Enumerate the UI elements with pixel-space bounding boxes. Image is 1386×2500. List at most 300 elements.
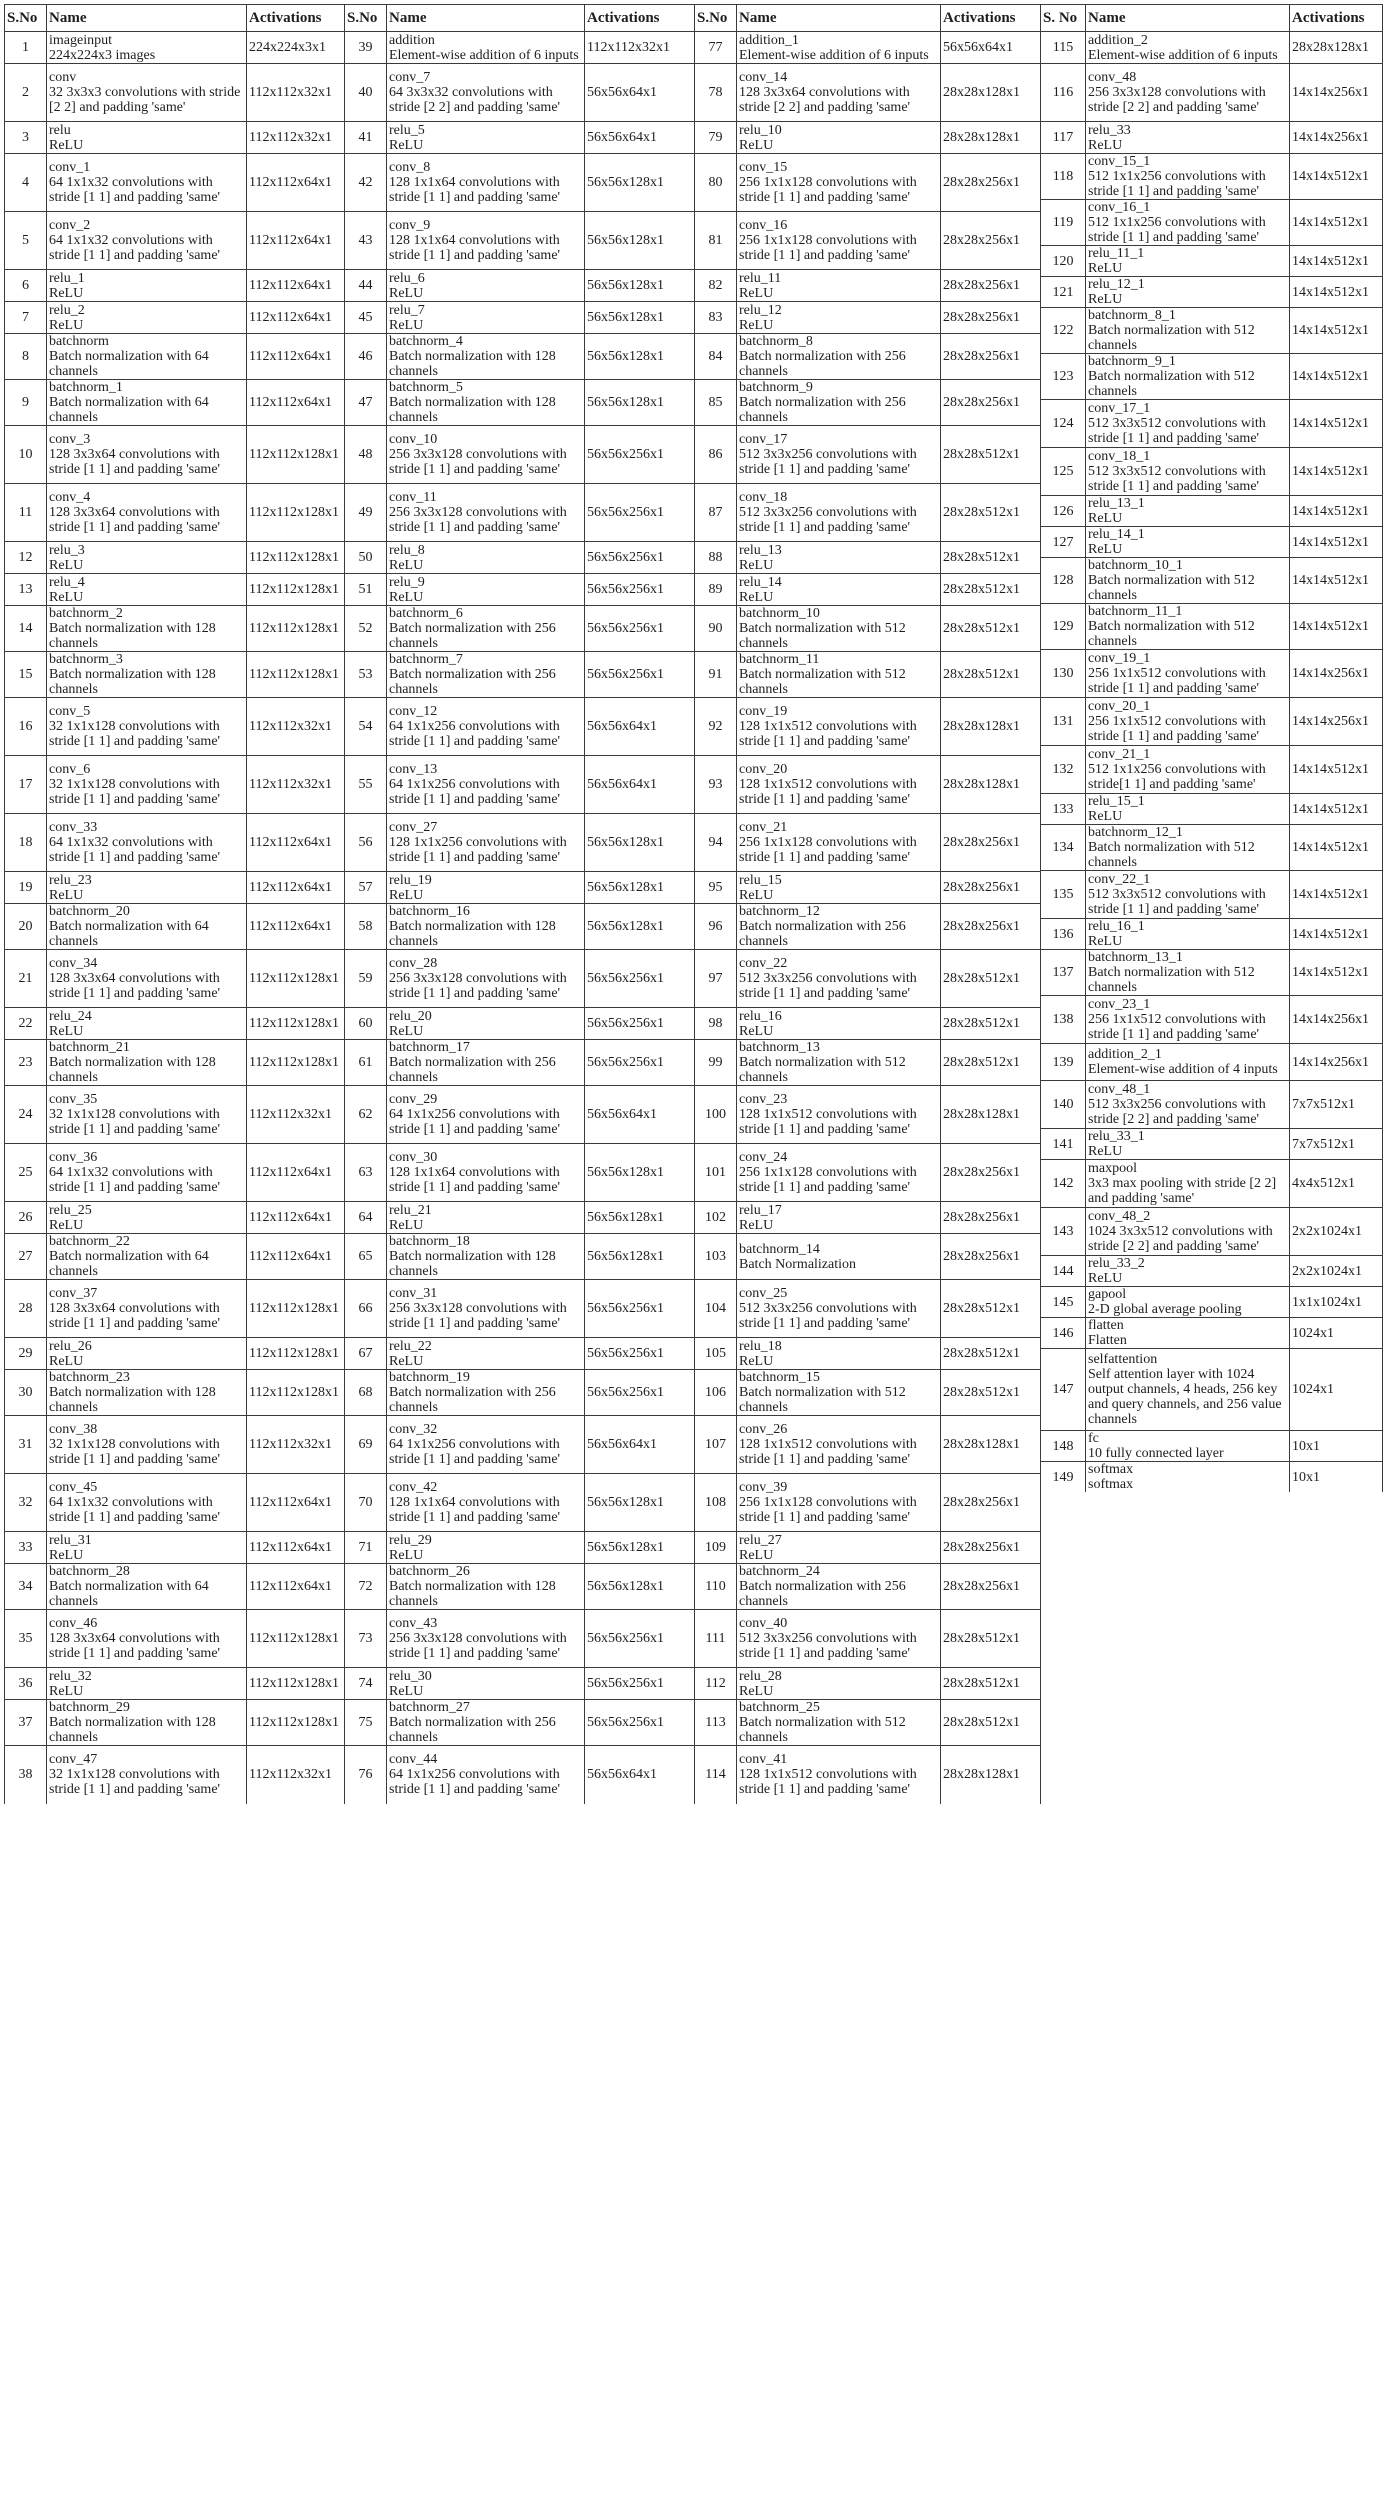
table-row: [695, 1532, 1041, 1564]
layer-name: softmax softmax: [1086, 1462, 1290, 1493]
layer-sno: 39: [345, 32, 387, 64]
layer-activations: 14x14x512x1: [1290, 400, 1383, 448]
layer-name: conv_35 32 1x1x128 convolutions with stride [1 1] and padding 'same': [47, 1086, 247, 1144]
table-row: [1041, 246, 1383, 277]
layer-activations: 28x28x128x1: [1290, 32, 1383, 64]
table-row: [345, 1532, 695, 1564]
layer-activations: 14x14x512x1: [1290, 200, 1383, 246]
layer-name: conv_18_1 512 3x3x512 convolutions with stride [1 1] and padding 'same': [1086, 448, 1290, 496]
table-row: [345, 950, 695, 1008]
layer-name: conv_14 128 3x3x64 convolutions with stride [2 2] and padding 'same': [737, 64, 941, 122]
layer-name: conv_21 256 1x1x128 convolutions with stride [1 1] and padding 'same': [737, 814, 941, 872]
layer-name: conv_16_1 512 1x1x256 convolutions with stride [1 1] and padding 'same': [1086, 200, 1290, 246]
layer-sno: 53: [345, 652, 387, 698]
table-row: [695, 32, 1041, 64]
table-row: [1041, 527, 1383, 558]
table-row: [695, 484, 1041, 542]
layer-activations: 28x28x256x1: [941, 334, 1041, 380]
layer-name: conv_20_1 256 1x1x512 convolutions with stride [1 1] and padding 'same': [1086, 698, 1290, 746]
table-row: [5, 484, 345, 542]
layer-name: batchnorm_10 Batch normalization with 512 channels: [737, 606, 941, 652]
layer-sno: 91: [695, 652, 737, 698]
layer-activations: 28x28x256x1: [941, 270, 1041, 302]
layer-activations: 112x112x64x1: [247, 872, 345, 904]
layer-activations: 28x28x512x1: [941, 1280, 1041, 1338]
header-activations: Activations: [585, 5, 695, 32]
layer-sno: 27: [5, 1234, 47, 1280]
layer-name: conv_23_1 256 1x1x512 convolutions with stride [1 1] and padding 'same': [1086, 996, 1290, 1044]
table-row: [1041, 354, 1383, 400]
layer-name: relu_33 ReLU: [1086, 122, 1290, 154]
layer-activations: 14x14x256x1: [1290, 122, 1383, 154]
layer-name: conv_11 256 3x3x128 convolutions with stride [1 1] and padding 'same': [387, 484, 585, 542]
layer-activations: 56x56x64x1: [585, 698, 695, 756]
layer-sno: 21: [5, 950, 47, 1008]
table-row: [5, 814, 345, 872]
table-row: [5, 1370, 345, 1416]
table-row: [1041, 154, 1383, 200]
layer-activations: 56x56x256x1: [585, 574, 695, 606]
table-row: [695, 1040, 1041, 1086]
header-activations: Activations: [941, 5, 1041, 32]
layer-activations: 112x112x64x1: [247, 1202, 345, 1234]
layer-name: conv_33 64 1x1x32 convolutions with stride [1 1] and padding 'same': [47, 814, 247, 872]
layer-name: conv_32 64 1x1x256 convolutions with stride [1 1] and padding 'same': [387, 1416, 585, 1474]
table-row: [5, 950, 345, 1008]
table-row: [345, 122, 695, 154]
table-row: [5, 1474, 345, 1532]
layer-name: relu_8 ReLU: [387, 542, 585, 574]
layer-activations: 14x14x256x1: [1290, 64, 1383, 122]
layer-activations: 28x28x256x1: [941, 1202, 1041, 1234]
layer-name: relu_15 ReLU: [737, 872, 941, 904]
layer-sno: 129: [1041, 604, 1086, 650]
table-row: [695, 814, 1041, 872]
table-row: [695, 606, 1041, 652]
table-row: [695, 1370, 1041, 1416]
layer-sno: 58: [345, 904, 387, 950]
layer-activations: 28x28x256x1: [941, 380, 1041, 426]
layer-activations: 14x14x512x1: [1290, 604, 1383, 650]
layer-sno: 31: [5, 1416, 47, 1474]
layer-sno: 123: [1041, 354, 1086, 400]
table-row: [5, 542, 345, 574]
layer-name: conv_31 256 3x3x128 convolutions with stride [1 1] and padding 'same': [387, 1280, 585, 1338]
layer-sno: 87: [695, 484, 737, 542]
table-row: [345, 872, 695, 904]
layer-sno: 37: [5, 1700, 47, 1746]
table-row: [345, 814, 695, 872]
layer-name: batchnorm_19 Batch normalization with 256 channels: [387, 1370, 585, 1416]
layer-name: conv_39 256 1x1x128 convolutions with stride [1 1] and padding 'same': [737, 1474, 941, 1532]
layer-sno: 100: [695, 1086, 737, 1144]
layer-sno: 49: [345, 484, 387, 542]
layer-sno: 35: [5, 1610, 47, 1668]
table-row: [5, 756, 345, 814]
layer-activations: 56x56x64x1: [941, 32, 1041, 64]
table-row: [695, 698, 1041, 756]
layer-activations: 112x112x128x1: [247, 1040, 345, 1086]
layer-sno: 113: [695, 1700, 737, 1746]
layer-name: imageinput 224x224x3 images: [47, 32, 247, 64]
layer-sno: 45: [345, 302, 387, 334]
layer-sno: 46: [345, 334, 387, 380]
layer-sno: 132: [1041, 746, 1086, 794]
layer-activations: 112x112x128x1: [247, 1338, 345, 1370]
layer-sno: 131: [1041, 698, 1086, 746]
header-sno: S.No: [345, 5, 387, 32]
table-row: [1041, 400, 1383, 448]
layer-sno: 15: [5, 652, 47, 698]
table-row: [345, 32, 695, 64]
layer-name: conv_17_1 512 3x3x512 convolutions with stride [1 1] and padding 'same': [1086, 400, 1290, 448]
layer-sno: 126: [1041, 496, 1086, 527]
layer-activations: 56x56x64x1: [585, 122, 695, 154]
table-row: [345, 574, 695, 606]
layer-name: batchnorm_18 Batch normalization with 128 channels: [387, 1234, 585, 1280]
layer-sno: 146: [1041, 1318, 1086, 1349]
table-row: [1041, 746, 1383, 794]
layer-name: batchnorm_13 Batch normalization with 512 channels: [737, 1040, 941, 1086]
layer-activations: 28x28x512x1: [941, 542, 1041, 574]
table-row: [695, 270, 1041, 302]
layer-activations: 56x56x256x1: [585, 1008, 695, 1040]
layer-name: relu_9 ReLU: [387, 574, 585, 606]
table-row: [345, 1668, 695, 1700]
layer-sno: 52: [345, 606, 387, 652]
layer-sno: 16: [5, 698, 47, 756]
layer-name: relu_16 ReLU: [737, 1008, 941, 1040]
layer-sno: 47: [345, 380, 387, 426]
layer-activations: 56x56x128x1: [585, 334, 695, 380]
layer-activations: 112x112x32x1: [247, 1416, 345, 1474]
table-row: [695, 756, 1041, 814]
layer-sno: 106: [695, 1370, 737, 1416]
layer-sno: 144: [1041, 1256, 1086, 1287]
layer-name: conv_43 256 3x3x128 convolutions with stride [1 1] and padding 'same': [387, 1610, 585, 1668]
layer-sno: 85: [695, 380, 737, 426]
table-row: [5, 1202, 345, 1234]
table-row: [695, 1416, 1041, 1474]
layer-sno: 115: [1041, 32, 1086, 64]
layer-name: relu_13_1 ReLU: [1086, 496, 1290, 527]
layer-activations: 14x14x512x1: [1290, 825, 1383, 871]
table-row: [5, 1610, 345, 1668]
table-row: [1041, 871, 1383, 919]
layer-activations: 28x28x256x1: [941, 1474, 1041, 1532]
layer-sno: 5: [5, 212, 47, 270]
layer-name: batchnorm_9 Batch normalization with 256 channels: [737, 380, 941, 426]
layer-sno: 130: [1041, 650, 1086, 698]
layer-sno: 140: [1041, 1081, 1086, 1129]
layer-activations: 28x28x256x1: [941, 1532, 1041, 1564]
layer-name: conv_48_1 512 3x3x256 convolutions with stride [2 2] and padding 'same': [1086, 1081, 1290, 1129]
table-row: [1041, 1349, 1383, 1431]
layer-activations: 112x112x64x1: [247, 1532, 345, 1564]
layer-activations: 14x14x512x1: [1290, 354, 1383, 400]
table-row: [695, 1610, 1041, 1668]
table-row: [1041, 1256, 1383, 1287]
table-row: [345, 1086, 695, 1144]
layer-name: relu_12 ReLU: [737, 302, 941, 334]
layer-sno: 80: [695, 154, 737, 212]
layer-sno: 135: [1041, 871, 1086, 919]
layer-activations: 2x2x1024x1: [1290, 1208, 1383, 1256]
layer-name: relu_23 ReLU: [47, 872, 247, 904]
table-row: [345, 1564, 695, 1610]
layer-name: batchnorm_2 Batch normalization with 128 channels: [47, 606, 247, 652]
layer-name: conv_17 512 3x3x256 convolutions with stride [1 1] and padding 'same': [737, 426, 941, 484]
table-row: [1041, 825, 1383, 871]
layer-sno: 57: [345, 872, 387, 904]
layer-sno: 88: [695, 542, 737, 574]
layer-sno: 74: [345, 1668, 387, 1700]
layer-name: relu_33_1 ReLU: [1086, 1129, 1290, 1160]
table-row: [5, 380, 345, 426]
table-row: [695, 872, 1041, 904]
layer-name: batchnorm_9_1 Batch normalization with 512 channels: [1086, 354, 1290, 400]
table-row: [345, 154, 695, 212]
layer-activations: 14x14x512x1: [1290, 246, 1383, 277]
layer-sno: 83: [695, 302, 737, 334]
layer-table-column-1: [4, 4, 345, 1804]
table-row: [695, 1338, 1041, 1370]
layer-name: batchnorm Batch normalization with 64 channels: [47, 334, 247, 380]
layer-activations: 7x7x512x1: [1290, 1129, 1383, 1160]
layer-activations: 112x112x64x1: [247, 1234, 345, 1280]
header-activations: Activations: [247, 5, 345, 32]
table-row: [1041, 558, 1383, 604]
layer-sno: 98: [695, 1008, 737, 1040]
table-row: [1041, 1044, 1383, 1081]
header-sno: S. No: [1041, 5, 1086, 32]
layer-sno: 122: [1041, 308, 1086, 354]
table-row: [695, 1086, 1041, 1144]
layer-name: conv_40 512 3x3x256 convolutions with stride [1 1] and padding 'same': [737, 1610, 941, 1668]
layer-activations: 28x28x256x1: [941, 904, 1041, 950]
layer-activations: 56x56x64x1: [585, 1086, 695, 1144]
layer-activations: 56x56x256x1: [585, 1668, 695, 1700]
table-row: [5, 32, 345, 64]
layer-sno: 70: [345, 1474, 387, 1532]
layer-activations: 112x112x128x1: [247, 1280, 345, 1338]
table-row: [345, 698, 695, 756]
layer-activations: 14x14x256x1: [1290, 698, 1383, 746]
layer-activations: 56x56x128x1: [585, 904, 695, 950]
layer-activations: 7x7x512x1: [1290, 1081, 1383, 1129]
table-row: [695, 950, 1041, 1008]
layer-name: relu_19 ReLU: [387, 872, 585, 904]
layer-name: conv_47 32 1x1x128 convolutions with stride [1 1] and padding 'same': [47, 1746, 247, 1804]
layer-name: conv_19 128 1x1x512 convolutions with stride [1 1] and padding 'same': [737, 698, 941, 756]
table-row: [1041, 277, 1383, 308]
table-row: [345, 484, 695, 542]
table-row: [5, 1008, 345, 1040]
layer-sno: 50: [345, 542, 387, 574]
layer-activations: 112x112x128x1: [247, 1668, 345, 1700]
table-row: [345, 1416, 695, 1474]
layer-sno: 79: [695, 122, 737, 154]
table-row: [345, 302, 695, 334]
table-row: [345, 1700, 695, 1746]
layer-name: relu_7 ReLU: [387, 302, 585, 334]
layer-sno: 118: [1041, 154, 1086, 200]
layer-name: batchnorm_22 Batch normalization with 64 channels: [47, 1234, 247, 1280]
layer-sno: 72: [345, 1564, 387, 1610]
layer-activations: 28x28x512x1: [941, 606, 1041, 652]
layer-name: relu ReLU: [47, 122, 247, 154]
layer-sno: 127: [1041, 527, 1086, 558]
table-row: [5, 426, 345, 484]
layer-sno: 65: [345, 1234, 387, 1280]
layer-name: conv_6 32 1x1x128 convolutions with stride [1 1] and padding 'same': [47, 756, 247, 814]
layer-name: batchnorm_24 Batch normalization with 256 channels: [737, 1564, 941, 1610]
layer-sno: 77: [695, 32, 737, 64]
table-row: [1041, 1462, 1383, 1493]
layer-sno: 2: [5, 64, 47, 122]
table-row: [5, 154, 345, 212]
layer-name: conv_1 64 1x1x32 convolutions with stride [1 1] and padding 'same': [47, 154, 247, 212]
table-row: [1041, 604, 1383, 650]
table-row: [5, 698, 345, 756]
layer-activations: 14x14x512x1: [1290, 919, 1383, 950]
layer-activations: 112x112x64x1: [247, 1564, 345, 1610]
layer-activations: 56x56x256x1: [585, 1700, 695, 1746]
table-row: [1041, 308, 1383, 354]
layer-table-column-2: [344, 4, 695, 1804]
table-row: [5, 1746, 345, 1804]
layer-activations: 112x112x128x1: [247, 1610, 345, 1668]
layer-activations: 28x28x512x1: [941, 1370, 1041, 1416]
layer-sno: 76: [345, 1746, 387, 1804]
layer-sno: 134: [1041, 825, 1086, 871]
layer-name: batchnorm_15 Batch normalization with 512 channels: [737, 1370, 941, 1416]
header-row: [345, 5, 695, 32]
layer-activations: 112x112x128x1: [247, 484, 345, 542]
layer-name: conv_4 128 3x3x64 convolutions with stride [1 1] and padding 'same': [47, 484, 247, 542]
layer-sno: 125: [1041, 448, 1086, 496]
layer-name: conv_5 32 1x1x128 convolutions with stride [1 1] and padding 'same': [47, 698, 247, 756]
layer-name: batchnorm_10_1 Batch normalization with 512 channels: [1086, 558, 1290, 604]
layer-sno: 142: [1041, 1160, 1086, 1208]
layer-sno: 81: [695, 212, 737, 270]
layer-name: batchnorm_8 Batch normalization with 256 channels: [737, 334, 941, 380]
layer-name: batchnorm_21 Batch normalization with 128 channels: [47, 1040, 247, 1086]
layer-name: batchnorm_29 Batch normalization with 128 channels: [47, 1700, 247, 1746]
layer-activations: 112x112x64x1: [247, 270, 345, 302]
layer-sno: 99: [695, 1040, 737, 1086]
header-name: Name: [1086, 5, 1290, 32]
layer-activations: 56x56x128x1: [585, 154, 695, 212]
layer-sno: 8: [5, 334, 47, 380]
layer-name: conv_8 128 1x1x64 convolutions with stride [1 1] and padding 'same': [387, 154, 585, 212]
layer-name: relu_5 ReLU: [387, 122, 585, 154]
table-row: [1041, 32, 1383, 64]
table-row: [345, 64, 695, 122]
table-row: [345, 334, 695, 380]
layer-name: batchnorm_11 Batch normalization with 512 channels: [737, 652, 941, 698]
layer-activations: 112x112x64x1: [247, 302, 345, 334]
layer-sno: 117: [1041, 122, 1086, 154]
layer-name: conv_15_1 512 1x1x256 convolutions with stride [1 1] and padding 'same': [1086, 154, 1290, 200]
layer-sno: 43: [345, 212, 387, 270]
layer-sno: 108: [695, 1474, 737, 1532]
layer-sno: 116: [1041, 64, 1086, 122]
layer-name: conv_13 64 1x1x256 convolutions with stride [1 1] and padding 'same': [387, 756, 585, 814]
table-row: [695, 1700, 1041, 1746]
layer-sno: 56: [345, 814, 387, 872]
layer-name: relu_15_1 ReLU: [1086, 794, 1290, 825]
layer-name: conv_28 256 3x3x128 convolutions with stride [1 1] and padding 'same': [387, 950, 585, 1008]
table-row: [695, 574, 1041, 606]
table-row: [695, 1280, 1041, 1338]
table-row: [5, 334, 345, 380]
layer-activations: 56x56x128x1: [585, 1532, 695, 1564]
table-row: [1041, 200, 1383, 246]
layer-name: conv_16 256 1x1x128 convolutions with stride [1 1] and padding 'same': [737, 212, 941, 270]
layer-sno: 111: [695, 1610, 737, 1668]
table-row: [5, 212, 345, 270]
layer-name: batchnorm_17 Batch normalization with 256 channels: [387, 1040, 585, 1086]
layer-sno: 82: [695, 270, 737, 302]
layer-name: relu_3 ReLU: [47, 542, 247, 574]
layer-activations: 112x112x128x1: [247, 652, 345, 698]
table-row: [695, 302, 1041, 334]
layer-activations: 56x56x256x1: [585, 1280, 695, 1338]
layer-name: batchnorm_26 Batch normalization with 128 channels: [387, 1564, 585, 1610]
layer-sno: 71: [345, 1532, 387, 1564]
layer-name: addition Element-wise addition of 6 inputs: [387, 32, 585, 64]
layer-name: batchnorm_14 Batch Normalization: [737, 1234, 941, 1280]
table-row: [695, 1144, 1041, 1202]
layer-sno: 55: [345, 756, 387, 814]
layer-sno: 42: [345, 154, 387, 212]
layer-sno: 63: [345, 1144, 387, 1202]
table-row: [5, 1040, 345, 1086]
layer-name: conv_9 128 1x1x64 convolutions with stride [1 1] and padding 'same': [387, 212, 585, 270]
layer-activations: 56x56x128x1: [585, 302, 695, 334]
layer-name: relu_33_2 ReLU: [1086, 1256, 1290, 1287]
layer-sno: 138: [1041, 996, 1086, 1044]
layer-activations: 28x28x128x1: [941, 756, 1041, 814]
layer-sno: 6: [5, 270, 47, 302]
layer-sno: 90: [695, 606, 737, 652]
table-row: [695, 1564, 1041, 1610]
table-row: [695, 122, 1041, 154]
layer-sno: 12: [5, 542, 47, 574]
table-row: [695, 1008, 1041, 1040]
layer-sno: 139: [1041, 1044, 1086, 1081]
layer-table-column-4: [1040, 4, 1383, 1492]
layer-activations: 28x28x512x1: [941, 1668, 1041, 1700]
layer-name: selfattention Self attention layer with 1024 output channels, 4 heads, 256 key and query channels, and 256 value channels: [1086, 1349, 1290, 1431]
table-row: [5, 574, 345, 606]
layer-activations: 112x112x32x1: [247, 64, 345, 122]
layer-activations: 28x28x512x1: [941, 1008, 1041, 1040]
layer-sno: 147: [1041, 1349, 1086, 1431]
table-row: [5, 1532, 345, 1564]
layer-sno: 94: [695, 814, 737, 872]
layer-activations: 112x112x32x1: [247, 698, 345, 756]
layer-activations: 14x14x512x1: [1290, 496, 1383, 527]
layer-activations: 112x112x128x1: [247, 542, 345, 574]
layer-name: conv_36 64 1x1x32 convolutions with stride [1 1] and padding 'same': [47, 1144, 247, 1202]
layer-activations: 28x28x512x1: [941, 1040, 1041, 1086]
layer-activations: 14x14x256x1: [1290, 1044, 1383, 1081]
layer-name: relu_32 ReLU: [47, 1668, 247, 1700]
layer-activations: 56x56x256x1: [585, 1610, 695, 1668]
table-row: [1041, 448, 1383, 496]
